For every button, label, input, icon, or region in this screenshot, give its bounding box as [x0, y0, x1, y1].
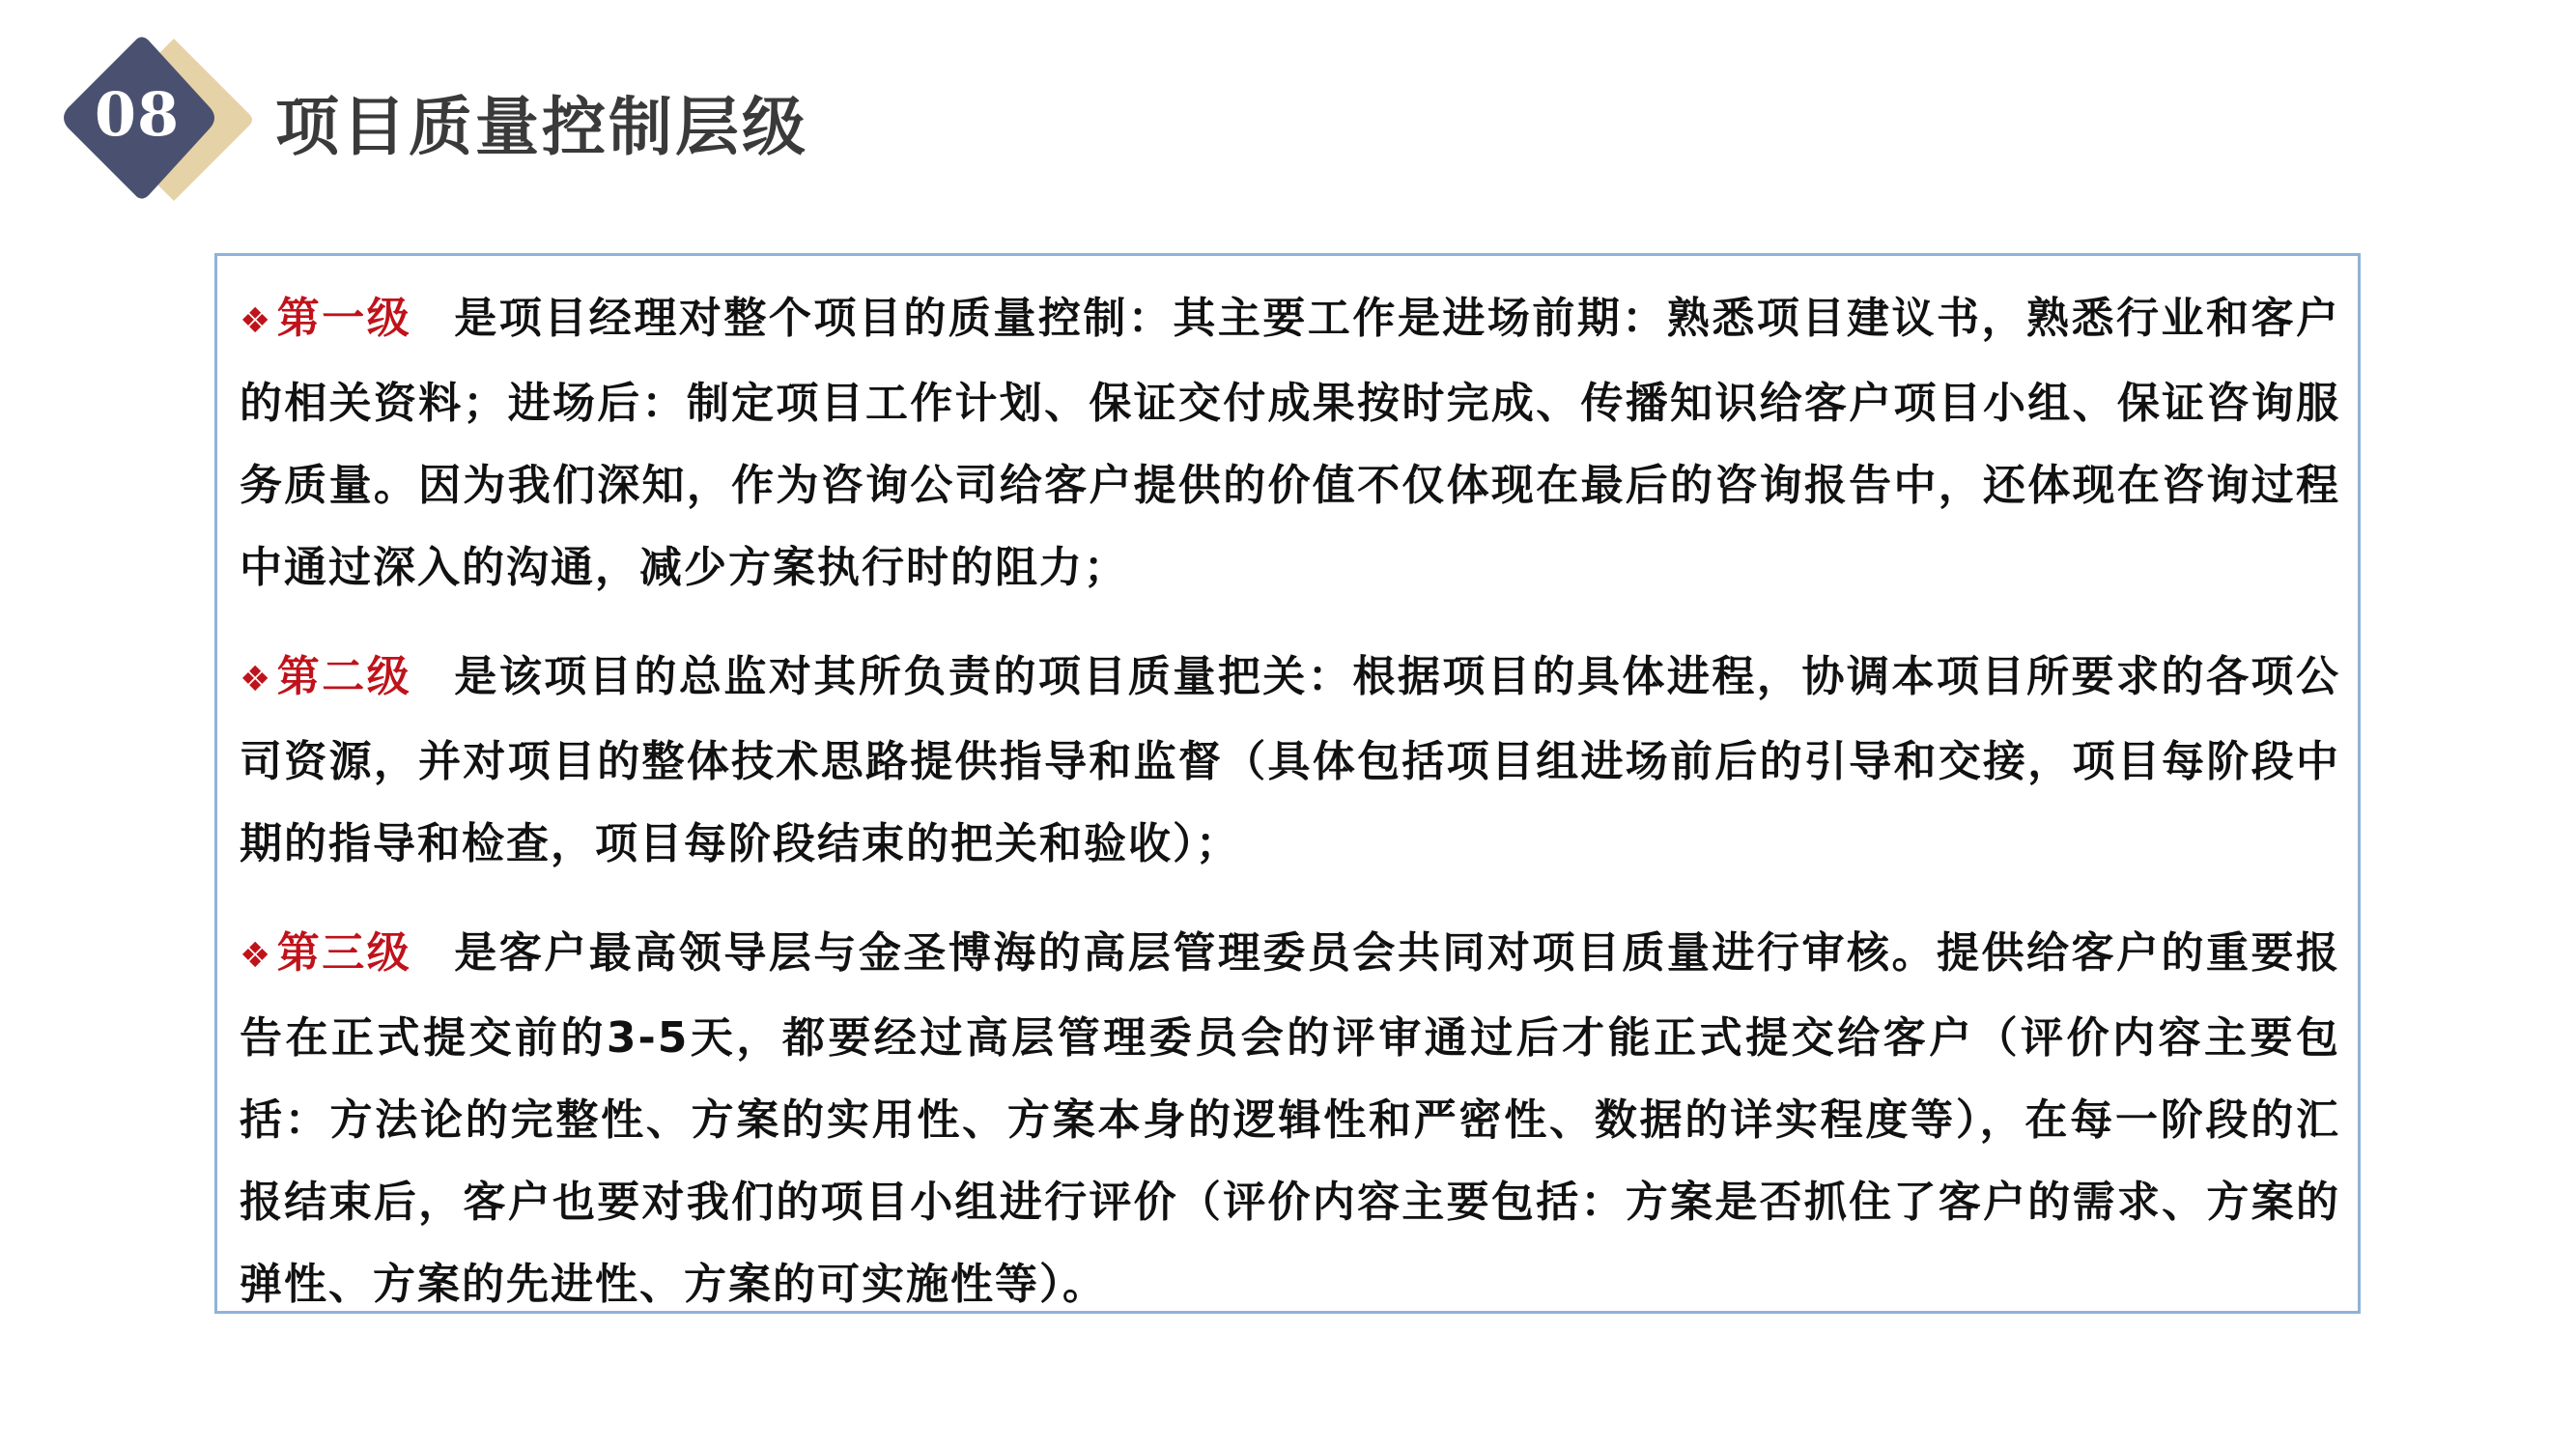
level-3-label: 第三级: [276, 928, 412, 978]
level-1-paragraph: [240, 277, 2340, 609]
level-2-label: 第二级: [276, 652, 412, 701]
section-number-badge: [60, 37, 263, 201]
page-title: 项目质量控制层级: [275, 90, 808, 164]
level-3-paragraph: [240, 912, 2340, 1325]
level-3-text: 是客户最高领导层与金圣博海的高层管理委员会共同对项目质量进行审核。提供给客户的重要报告在正式提交前的3-5天，都要经过高层管理委员会的评审通过后才能正式提交给客户（评价内容主要包括：方法论的完整性、方案的实用性、方案本身的逻辑性和严密性、数据的详实程度等），在每一阶段的汇报结束后，客户也要对我们的项目小组进行评价（评价内容主要包括：方案是否抓住了客户的需求、方案的弹性、方案的先进性、方案的可实施性等）。: [240, 928, 2340, 1309]
level-1-text: 是项目经理对整个项目的质量控制：其主要工作是进场前期：熟悉项目建议书，熟悉行业和客户的相关资料；进场后：制定项目工作计划、保证交付成果按时完成、传播知识给客户项目小组、保证咨询服务质量。因为我们深知，作为咨询公司给客户提供的价值不仅体现在最后的咨询报告中，还体现在咨询过程中通过深入的沟通，减少方案执行时的阻力；: [240, 294, 2340, 592]
badge-number: 08: [94, 79, 181, 150]
level-2-paragraph: [240, 636, 2340, 885]
diamond-bullet-icon: ❖: [240, 301, 273, 341]
level-1-label: 第一级: [276, 294, 412, 343]
content-box: [214, 253, 2361, 1314]
diamond-bullet-icon: ❖: [240, 936, 273, 976]
diamond-bullet-icon: ❖: [240, 660, 273, 699]
level-2-text: 是该项目的总监对其所负责的项目质量把关：根据项目的具体进程，协调本项目所要求的各项公司资源，并对项目的整体技术思路提供指导和监督（具体包括项目组进场前后的引导和交接，项目每阶段中期的指导和检查，项目每阶段结束的把关和验收）；: [240, 652, 2340, 868]
